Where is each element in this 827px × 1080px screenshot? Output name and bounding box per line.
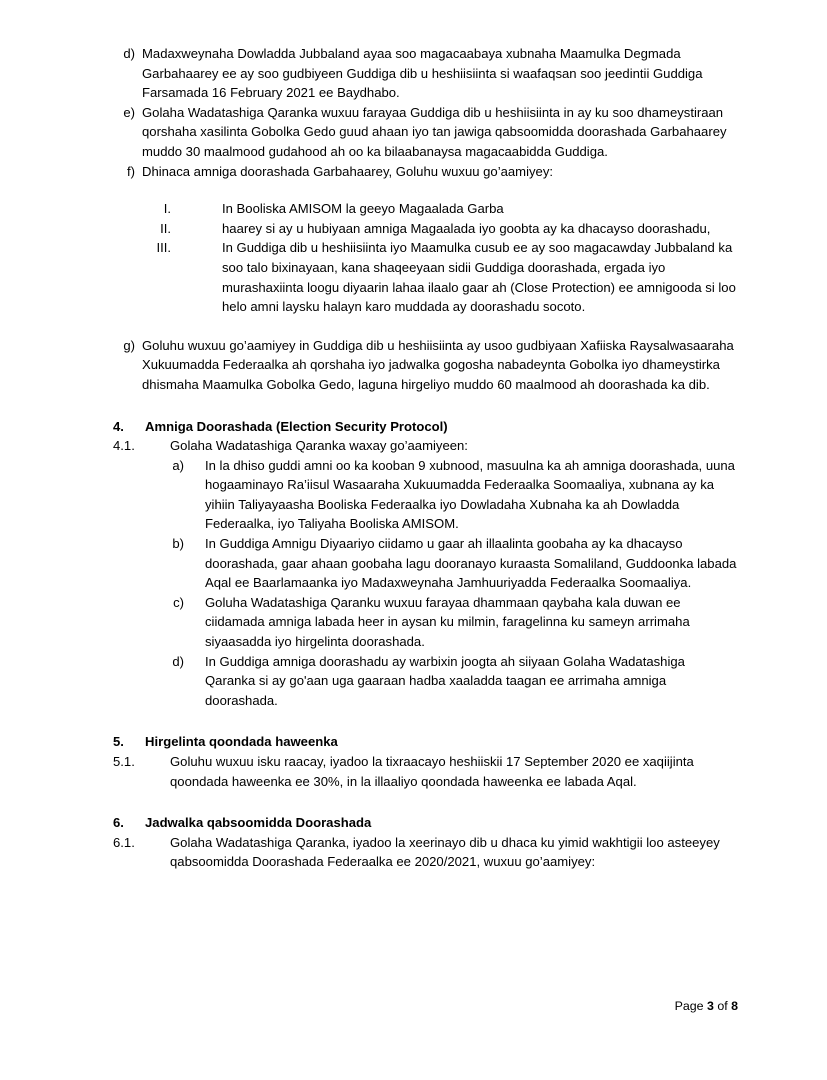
list-item-text: Madaxweynaha Dowladda Jubbaland ayaa soo magacaabaya xubnaha Maamulka Degmada Garbahaarey ee ay soo gudbiyeen Guddiga dib u heshiisiinta si waafaqsan soo jeedintii Guddiga Farsamada 16 February 2021 ee Baydhabo. — [142, 46, 703, 101]
list-marker: d) — [123, 46, 135, 61]
page-footer — [113, 998, 738, 1014]
section-number: 6. — [113, 815, 124, 831]
list-marker: b) — [172, 536, 184, 552]
section-title: Jadwalka qabsoomidda Doorashada — [145, 815, 372, 831]
footer-prefix: Page — [674, 999, 707, 1013]
list-marker: III. — [156, 240, 171, 256]
list-item — [113, 534, 738, 593]
subclause-number: 4.1. — [113, 438, 135, 454]
section-heading-5 — [113, 732, 738, 752]
list-item-text: In Booliska AMISOM la geeyo Magaalada Garba — [222, 201, 504, 217]
list-item-text: In Guddiga Amnigu Diyaariyo ciidamo u gaar ah illaalinta goobaha ay ka dhacayso doorashada, gaar ahaan goobaha lagu dooranayo kuraasta Somaliland, Guddoonka labada Aqal ee Baarlamaanka iyo Madaxweynaha Jamhuuriyadda Federaalka Soomaaliya. — [205, 536, 737, 591]
list-item — [113, 44, 738, 103]
section-heading-4 — [113, 417, 738, 437]
list-item-text: Dhinaca amniga doorashada Garbahaarey, Goluhu wuxuu go’aamiyey: — [142, 163, 554, 179]
list-marker: g) — [123, 337, 135, 353]
footer-separator: of — [713, 999, 732, 1013]
list-item — [113, 162, 738, 182]
list-marker: c) — [173, 594, 184, 610]
list-item — [113, 456, 738, 534]
subclause-5-1 — [113, 752, 738, 791]
list-item — [113, 103, 738, 162]
section-number: 5. — [113, 734, 124, 750]
list-marker: d) — [172, 653, 184, 669]
subclause-number: 6.1. — [113, 834, 135, 850]
list-item — [113, 199, 738, 219]
list-item-text: In Guddiga dib u heshiisiinta iyo Maamulka cusub ee ay soo magacawday Jubbaland ka soo talo bixinayaan, kana shaqeeyaan sidii Guddiga doorashada, ergada iyo murashaxiinta loogu diyaarin lahaa ilaalo gaar ah (Close Protection) ee amnigooda si loo helo amni laysku halayn karo muddada ay doorashadu socoto. — [222, 240, 736, 315]
subclause-number: 5.1. — [113, 754, 135, 769]
subclause-text: Goluhu wuxuu isku raacay, iyadoo la tixraacayo heshiiskii 17 September 2020 ee xaqiijinta qoondada haweenka ee 30%, in la illaaliyo qoondada haweenka ee labada Aqal. — [170, 754, 694, 789]
section-heading-6 — [113, 813, 738, 833]
list-item-text: Golaha Wadatashiga Qaranka wuxuu farayaa Guddiga dib u heshiisiinta in ay ku soo dhameystiraan qorshaha xasilinta Gobolka Gedo guud ahaan iyo tan jawiga qabsoomidda doorashada Garbahaarey muddo 30 maalmood gudahood ah oo ka bilaabanaysa magacaabidda Guddiga. — [142, 104, 727, 159]
footer-total-pages: 8 — [731, 999, 738, 1013]
list-marker: f) — [127, 163, 135, 179]
section-number: 4. — [113, 418, 124, 434]
list-marker: II. — [160, 220, 171, 236]
list-item — [113, 238, 738, 316]
subclause-4-1 — [113, 436, 738, 456]
list-item — [113, 336, 738, 395]
list-item-text: In la dhiso guddi amni oo ka kooban 9 xubnood, masuulna ka ah amniga doorashada, uuna hogaaminayo Ra’iisul Wasaaraha Xukuumadda Federaalka Soomaaliya, xubnana ay ka yihiin Taliyayaasha Booliska Federaalka iyo Dowladaha Xubnaha ka ah Dowladda Federaalka, iyo Taliyaha Booliska AMISOM. — [205, 457, 735, 532]
footer-current-page: 3 — [706, 999, 714, 1013]
roman-sublist — [113, 181, 738, 317]
section-title: Amniga Doorashada (Election Security Protocol) — [145, 418, 448, 434]
list-item — [113, 593, 738, 652]
document-body — [113, 44, 738, 872]
subclause-6-1 — [113, 833, 738, 872]
subclause-text: Golaha Wadatashiga Qaranka, iyadoo la xeerinayo dib u dhaca ku yimid wakhtigii loo asteeyey qabsoomidda Doorashada Federaalka ee 2020/2021, wuxuu go’aamiyey: — [170, 834, 720, 870]
list-item-text: Goluhu wuxuu go’aamiyey in Guddiga dib u heshiisiinta ay usoo gudbiyaan Xafiiska Raysalwasaaraha Xukuumadda Federaalka ah qorshaha iyo jadwalka gogosha nabadeynta Gobolka iyo dhameystirka dhismaha Maamulka Gobolka Gedo, laguna hirgeliyo muddo 60 maalmood ah doorashada ka dib. — [142, 337, 734, 392]
section-title: Hirgelinta qoondada haweenka — [145, 734, 338, 750]
list-marker: I. — [163, 201, 171, 217]
list-item-text: In Guddiga amniga doorashadu ay warbixin joogta ah siiyaan Golaha Wadatashiga Qaranka si ay go'aan uga gaaraan hadba xaaladda taagan ee arrimaha amniga doorashada. — [205, 653, 685, 708]
list-item — [113, 652, 738, 711]
list-marker: a) — [172, 457, 184, 473]
list-marker: e) — [123, 104, 135, 120]
list-item-text: Goluha Wadatashiga Qaranku wuxuu farayaa dhammaan qaybaha kala duwan ee ciidamada amniga labada heer in aysan ku milmin, faragelinna ku sameyn arrimaha siyaasadda iyo hirgelinta doorashada. — [205, 594, 690, 650]
list-item — [113, 219, 738, 239]
list-item-text: haarey si ay u hubiyaan amniga Magaalada iyo goobta ay ka dhacayso doorashadu, — [222, 220, 711, 236]
subclause-text: Golaha Wadatashiga Qaranka waxay go’aamiyeen: — [170, 438, 468, 454]
